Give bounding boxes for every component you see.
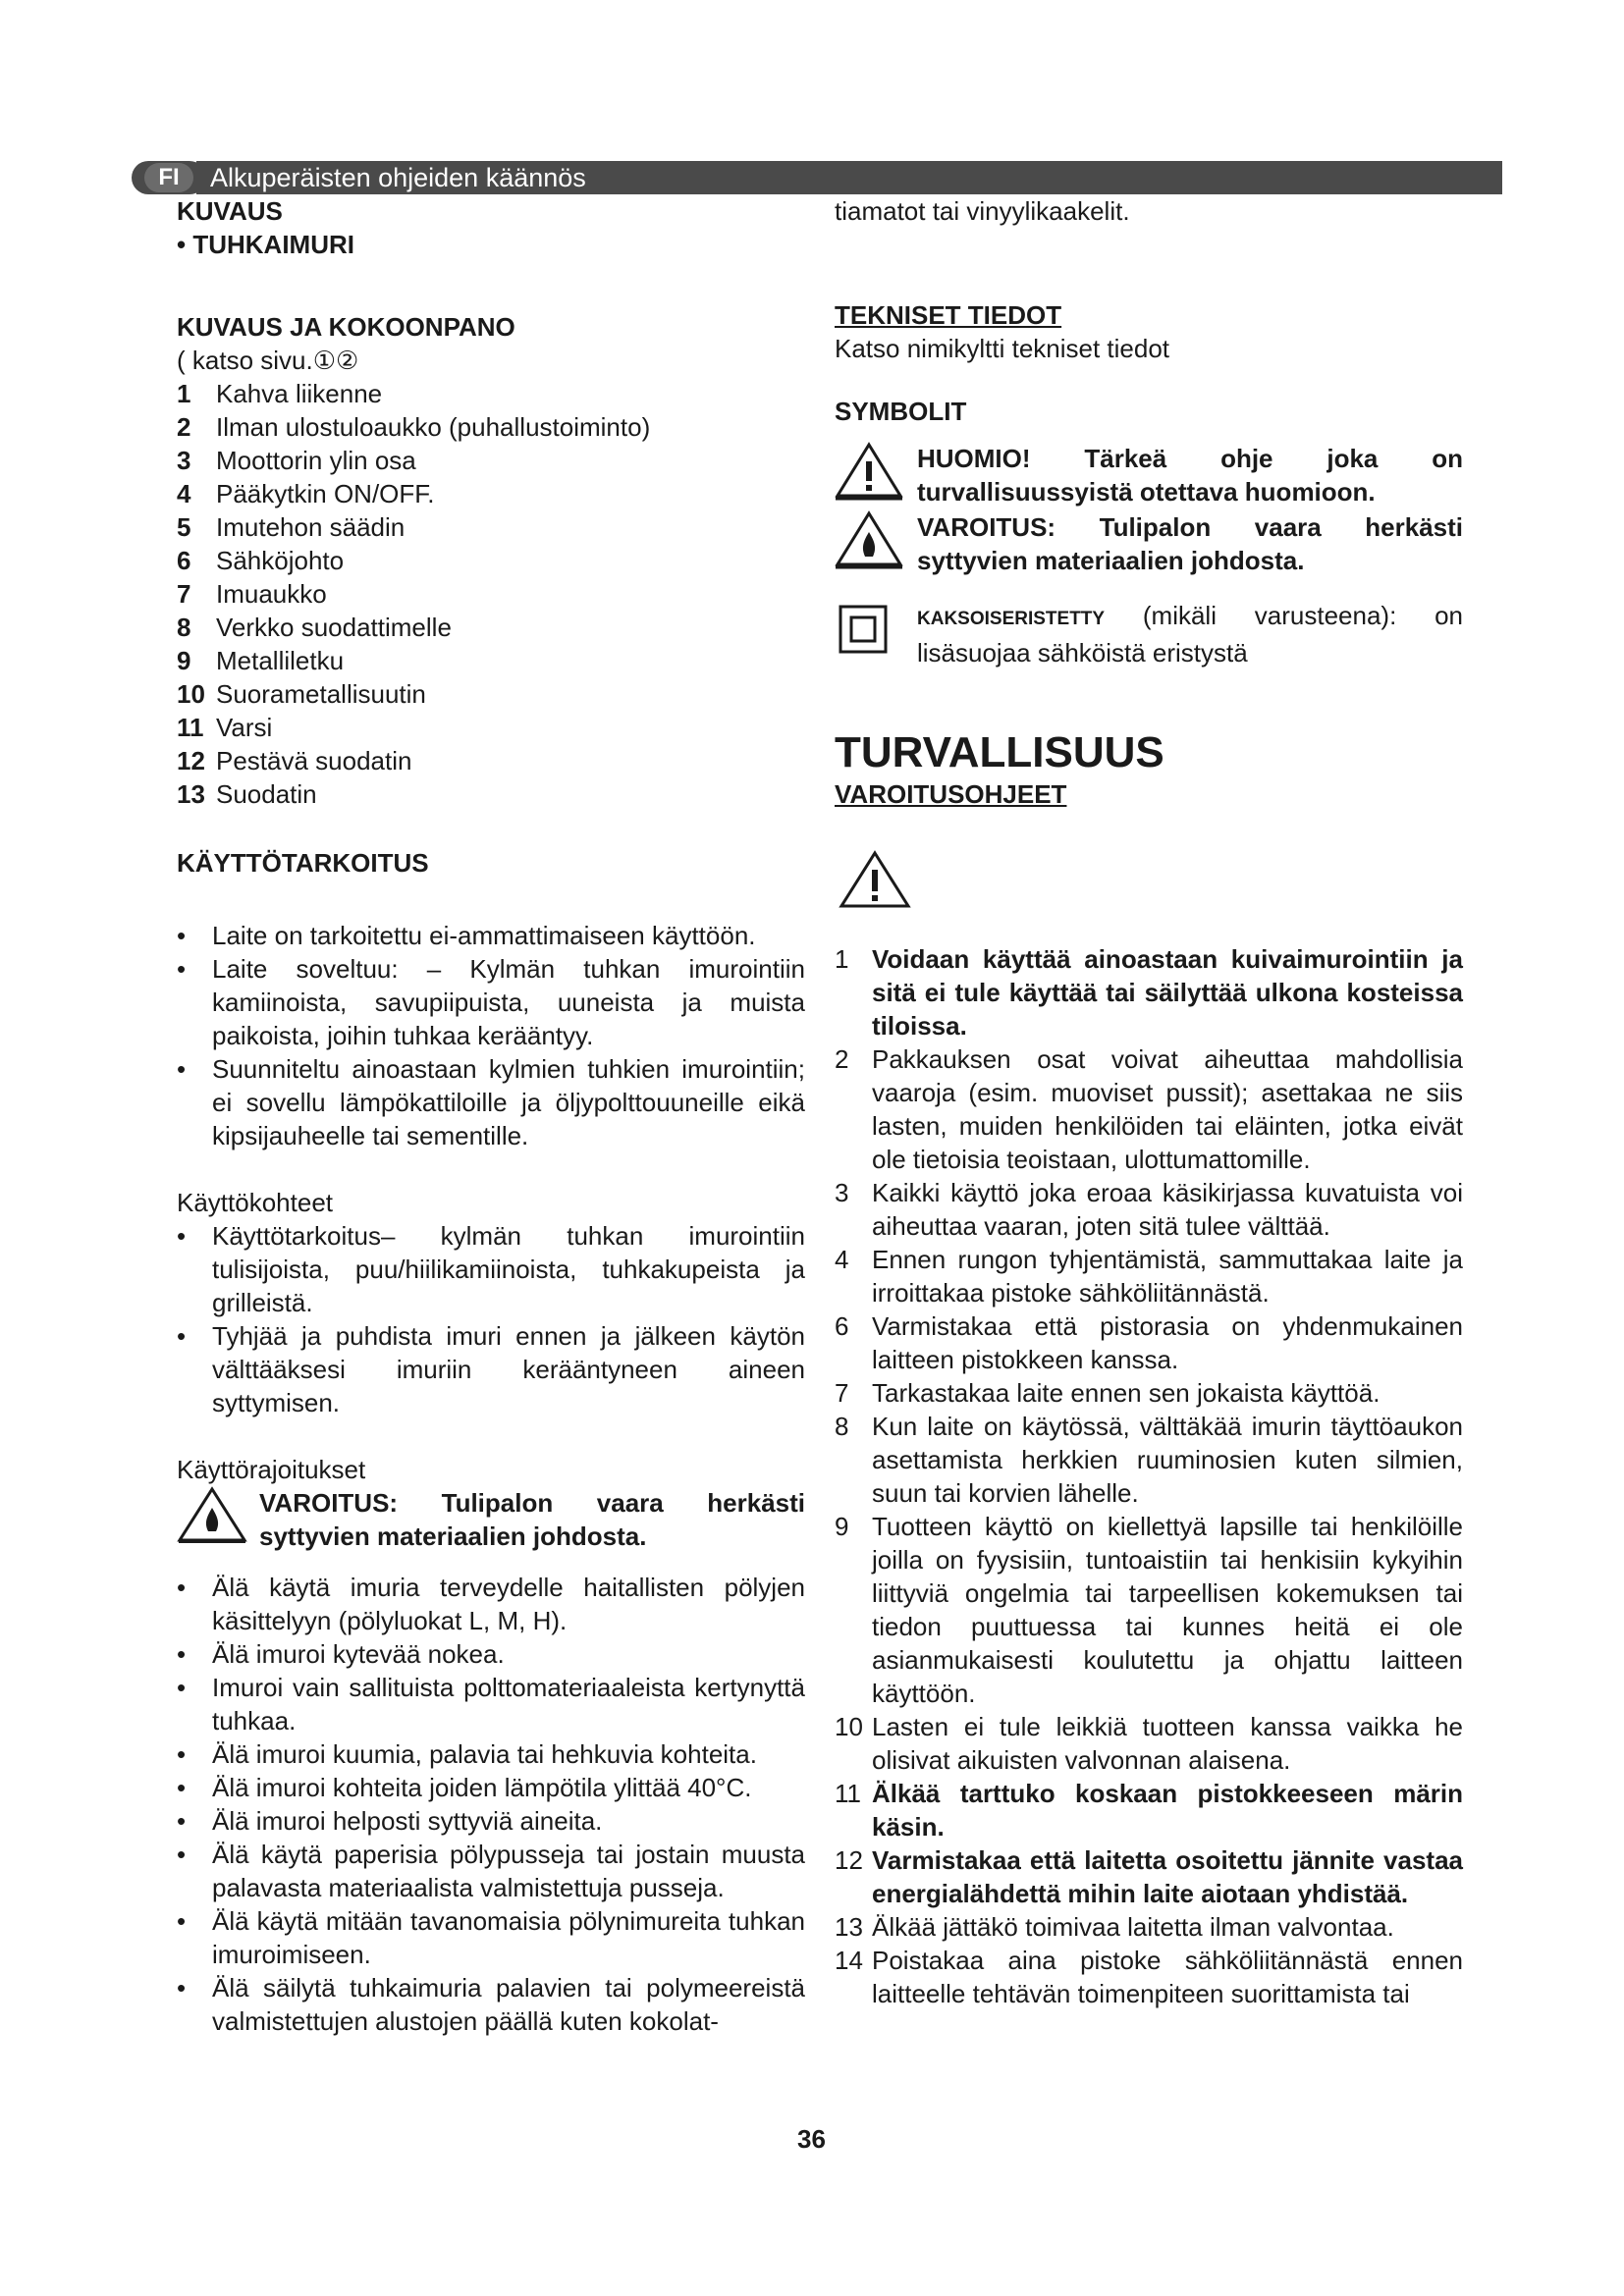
part-label: Moottorin ylin osa	[216, 446, 416, 475]
part-item	[177, 644, 805, 677]
header-title: Alkuperäisten ohjeiden käännös	[210, 163, 586, 192]
part-label: Imutehon säädin	[216, 512, 406, 542]
language-code: FI	[144, 163, 192, 192]
safety-item-text: Varmistakaa että laitetta osoitettu jännite vastaa energialähdettä mihin laite aiotaan yhdistää.	[872, 1845, 1463, 1908]
safety-item	[835, 1910, 1463, 1944]
safety-item-number: 7	[835, 1378, 849, 1408]
symbol-double-label: KAKSOISERISTETTY	[917, 609, 1106, 629]
places-item: • Käyttötarkoitus– kylmän tuhkan imurointiin tulisijoista, puu/hiilikamiinoista, tuhkakupeista ja grilleistä.	[177, 1219, 805, 1319]
safety-item	[835, 1843, 1463, 1910]
safety-item-text: Poistakaa aina pistoke sähköliitännästä ennen laitteelle tehtävän toimenpiteen suorittamista tai	[872, 1946, 1463, 2008]
double-insulation-icon	[839, 605, 888, 654]
part-number: 2	[177, 412, 191, 442]
part-item	[177, 410, 805, 444]
safety-item	[835, 1376, 1463, 1410]
part-item	[177, 744, 805, 777]
safety-item-number: 11	[835, 1779, 861, 1808]
page-number: 36	[797, 2124, 826, 2154]
safety-item	[835, 1510, 1463, 1710]
part-item	[177, 677, 805, 711]
fire-warning-icon	[835, 510, 903, 569]
safety-item	[835, 1777, 1463, 1843]
safety-item-text: Varmistakaa että pistorasia on yhdenmukainen laitteen pistokkeen kanssa.	[872, 1311, 1463, 1374]
section-title-tech: TEKNISET TIEDOT	[835, 300, 1062, 330]
safety-item	[835, 1944, 1463, 2010]
part-number: 4	[177, 479, 191, 508]
part-label: Imuaukko	[216, 579, 327, 609]
part-item	[177, 577, 805, 611]
part-number: 9	[177, 646, 191, 675]
section-title-assembly: KUVAUS JA KOKOONPANO	[177, 312, 515, 342]
symbol-double-text: (mikäli varusteena): on lisäsuojaa sähköistä eristystä	[917, 601, 1463, 667]
part-item	[177, 477, 805, 510]
limits-item: • Älä säilytä tuhkaimuria palavien tai polymeereistä valmistettujen alustojen päällä kuten kokolat-	[177, 1971, 805, 2038]
part-number: 1	[177, 379, 191, 408]
symbol-attention-text: HUOMIO! Tärkeä ohje joka on turvallisuussyistä otettava huomioon.	[917, 444, 1463, 507]
safety-subtitle: VAROITUSOHJEET	[835, 779, 1067, 809]
safety-item-number: 9	[835, 1512, 849, 1541]
limits-warning	[177, 1486, 805, 1555]
part-label: Suodatin	[216, 779, 317, 809]
language-badge	[132, 161, 206, 194]
safety-item	[835, 1410, 1463, 1510]
continued-text: tiamatot tai vinyylikaakelit.	[835, 196, 1130, 226]
limits-list	[177, 1571, 805, 2038]
safety-item	[835, 1710, 1463, 1777]
parts-list	[177, 377, 805, 811]
part-label: Pestävä suodatin	[216, 746, 412, 775]
part-label: Varsi	[216, 713, 273, 742]
part-number: 12	[177, 746, 205, 775]
part-item	[177, 377, 805, 410]
safety-item-number: 8	[835, 1412, 849, 1441]
limits-item: • Imuroi vain sallituista polttomateriaaleista kertynyttä tuhkaa.	[177, 1671, 805, 1737]
safety-item-text: Lasten ei tule leikkiä tuotteen kanssa vaikka he olisivat aikuisten valvonnan alaisena.	[872, 1712, 1463, 1775]
part-item	[177, 444, 805, 477]
symbol-attention	[835, 442, 1463, 510]
part-number: 5	[177, 512, 191, 542]
part-number: 6	[177, 546, 191, 575]
places-list	[177, 1219, 805, 1419]
attention-icon	[839, 850, 911, 911]
safety-item-number: 1	[835, 944, 849, 974]
part-item	[177, 777, 805, 811]
safety-list	[835, 942, 1463, 2010]
safety-item-text: Tuotteen käyttö on kiellettyä lapsille tai henkilöille joilla on fyysisiin, tuntoaistiin tai henkisiin kykyihin liittyviä ongelmia tai tarpeellisen kokemuksen tai tiedon puuttuessa tai kunnes heitä ei ole asianmukaisesti koulutettu ja ohjattu laitteen käyttöön.	[872, 1512, 1463, 1708]
section-title-symbols: SYMBOLIT	[835, 397, 967, 426]
places-item: • Tyhjää ja puhdista imuri ennen ja jälkeen käytön välttääksesi imuriin kerääntyneen aineen syttymisen.	[177, 1319, 805, 1419]
symbol-fire	[835, 510, 1463, 579]
safety-item	[835, 1176, 1463, 1243]
limits-item: • Älä käytä mitään tavanomaisia pölynimureita tuhkan imuroimiseen.	[177, 1904, 805, 1971]
part-item	[177, 611, 805, 644]
safety-item	[835, 1309, 1463, 1376]
part-label: Verkko suodattimelle	[216, 613, 452, 642]
safety-item-text: Älkää jättäkö toimivaa laitetta ilman valvontaa.	[872, 1912, 1394, 1942]
limits-item: • Älä imuroi kohteita joiden lämpötila ylittää 40°C.	[177, 1771, 805, 1804]
safety-item-text: Pakkauksen osat voivat aiheuttaa mahdollisia vaaroja (esim. muoviset pussit); asettakaa ne siis lasten, muiden henkilöiden tai eläinten, jotka eivät ole tietoisia teoistaan, ulottumattomille.	[872, 1044, 1463, 1174]
safety-item-text: Älkää tarttuko koskaan pistokkeeseen märin käsin.	[872, 1779, 1463, 1842]
limits-warning-text: VAROITUS: Tulipalon vaara herkästi syttyvien materiaalien johdosta.	[259, 1488, 805, 1551]
limits-item: • Älä imuroi kytevää nokea.	[177, 1637, 805, 1671]
part-number: 8	[177, 613, 191, 642]
part-number: 11	[177, 713, 204, 742]
part-number: 13	[177, 779, 205, 809]
limits-item: • Älä imuroi helposti syttyviä aineita.	[177, 1804, 805, 1838]
limits-item: • Älä käytä paperisia pölypusseja tai jostain muusta palavasta materiaalista valmistettuja pusseja.	[177, 1838, 805, 1904]
part-label: Metalliletku	[216, 646, 345, 675]
safety-item-text: Voidaan käyttää ainoastaan kuivaimurointiin ja sitä ei tule käyttää tai säilyttää ulkona kosteissa tiloissa.	[872, 944, 1463, 1041]
safety-item-number: 6	[835, 1311, 849, 1341]
safety-item-number: 14	[835, 1946, 863, 1975]
part-label: Ilman ulostuloaukko (puhallustoiminto)	[216, 412, 651, 442]
part-label: Pääkytkin ON/OFF.	[216, 479, 435, 508]
symbol-fire-text: VAROITUS: Tulipalon vaara herkästi syttyvien materiaalien johdosta.	[917, 512, 1463, 575]
section-title-kuvaus: KUVAUS	[177, 196, 283, 226]
section-title-purpose: KÄYTTÖTARKOITUS	[177, 848, 429, 878]
purpose-item: • Laite soveltuu: – Kylmän tuhkan imurointiin kamiinoista, savupiipuista, uuneista ja muista paikoista, joihin tuhkaa kerääntyy.	[177, 952, 805, 1052]
purpose-item: • Laite on tarkoitettu ei-ammattimaiseen käyttöön.	[177, 919, 805, 952]
assembly-reference: ( katso sivu.①②	[177, 346, 359, 375]
part-number: 3	[177, 446, 191, 475]
right-column	[835, 194, 1463, 2010]
part-label: Sähköjohto	[216, 546, 345, 575]
limits-item: • Älä käytä imuria terveydelle haitallisten pölyjen käsittelyyn (pölyluokat L, M, H).	[177, 1571, 805, 1637]
safety-item-number: 12	[835, 1845, 863, 1875]
product-name: • TUHKAIMURI	[177, 230, 354, 259]
part-label: Kahva liikenne	[216, 379, 383, 408]
part-item	[177, 510, 805, 544]
symbol-double-insulation	[835, 599, 1463, 669]
safety-title: TURVALLISUUS	[835, 728, 1164, 776]
part-item	[177, 711, 805, 744]
safety-item-number: 4	[835, 1245, 849, 1274]
part-number: 7	[177, 579, 191, 609]
safety-item-text: Ennen rungon tyhjentämistä, sammuttakaa laite ja irroittakaa pistoke sähköliitännästä.	[872, 1245, 1463, 1308]
part-label: Suorametallisuutin	[216, 679, 426, 709]
tech-text: Katso nimikyltti tekniset tiedot	[835, 334, 1170, 363]
safety-item-number: 10	[835, 1712, 863, 1741]
purpose-item: • Suunniteltu ainoastaan kylmien tuhkien imurointiin; ei sovellu lämpökattiloille ja öljypolttouuneille eikä kipsijauheelle tai sementille.	[177, 1052, 805, 1152]
purpose-list	[177, 919, 805, 1152]
part-item	[177, 544, 805, 577]
safety-item	[835, 942, 1463, 1042]
safety-item-text: Kun laite on käytössä, välttäkää imurin täyttöaukon asettamista herkkien ruuminosien kuten silmien, suun tai korvien lähelle.	[872, 1412, 1463, 1508]
safety-item-number: 13	[835, 1912, 863, 1942]
safety-item	[835, 1243, 1463, 1309]
safety-item-number: 2	[835, 1044, 849, 1074]
left-column	[177, 194, 805, 2038]
attention-icon	[835, 442, 903, 501]
safety-item-number: 3	[835, 1178, 849, 1207]
safety-item-text: Kaikki käyttö joka eroaa käsikirjassa kuvatuista voi aiheuttaa vaaran, joten sitä tulee välttää.	[872, 1178, 1463, 1241]
places-title: Käyttökohteet	[177, 1188, 333, 1217]
safety-item	[835, 1042, 1463, 1176]
part-number: 10	[177, 679, 205, 709]
fire-warning-icon	[177, 1486, 247, 1543]
limits-title: Käyttörajoitukset	[177, 1455, 366, 1484]
safety-item-text: Tarkastakaa laite ennen sen jokaista käyttöä.	[872, 1378, 1380, 1408]
limits-item: • Älä imuroi kuumia, palavia tai hehkuvia kohteita.	[177, 1737, 805, 1771]
